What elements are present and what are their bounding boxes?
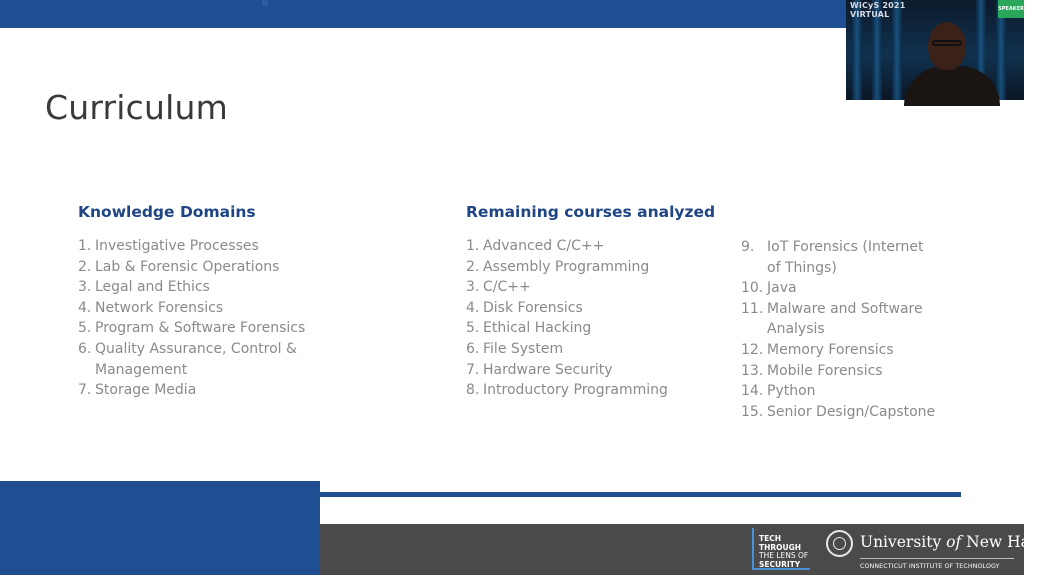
webcam-label-line1: WiCyS 2021	[850, 1, 906, 10]
list-number: 7.	[466, 361, 480, 378]
list-text: Ethical Hacking	[483, 320, 592, 337]
list-item	[466, 236, 726, 257]
list-text: Network Forensics	[95, 299, 224, 316]
list-number: 10.	[741, 280, 764, 297]
knowledge-domains-heading: Knowledge Domains	[78, 203, 256, 221]
list-item	[741, 278, 941, 299]
list-item	[466, 380, 726, 401]
list-text: Hardware Security	[483, 361, 613, 378]
list-text: C/C++	[483, 279, 531, 296]
list-number: 3.	[466, 279, 480, 296]
list-text: Quality Assurance, Control & Management	[95, 340, 297, 378]
tagline-logo	[752, 528, 810, 570]
list-text: Lab & Forensic Operations	[95, 258, 280, 275]
slide-title: Curriculum	[45, 88, 228, 127]
footer-blue-block	[0, 481, 320, 575]
university-name	[860, 533, 1058, 551]
list-item	[78, 277, 338, 298]
presenter-glasses	[932, 40, 962, 46]
list-item	[741, 237, 941, 278]
university-name-part: University	[860, 533, 947, 551]
list-text: Introductory Programming	[483, 382, 668, 399]
list-item	[741, 402, 941, 423]
list-item	[741, 299, 941, 340]
list-text: Legal and Ethics	[95, 279, 210, 296]
list-item	[466, 277, 726, 298]
list-text: Advanced C/C++	[483, 238, 605, 254]
list-item	[741, 361, 941, 382]
list-number: 6.	[466, 340, 480, 357]
list-number: 1.	[466, 238, 480, 254]
list-item	[78, 339, 338, 380]
list-text: Disk Forensics	[483, 299, 583, 316]
list-number: 3.	[78, 279, 92, 296]
list-item	[466, 339, 726, 360]
presenter-head	[928, 22, 966, 70]
list-number: 13.	[741, 362, 764, 379]
tagline-line3: SECURITY	[759, 559, 801, 569]
tagline-line1: TECH THROUGH	[759, 534, 802, 552]
remaining-courses-list-1	[466, 236, 726, 401]
remaining-courses-heading: Remaining courses analyzed	[466, 203, 716, 221]
remaining-courses-list-2	[741, 237, 941, 422]
list-text: Malware and Software Analysis	[767, 300, 923, 338]
list-text: Java	[767, 280, 797, 297]
list-item	[741, 340, 941, 361]
list-text: IoT Forensics (Internet of Things)	[767, 239, 924, 276]
list-number: 5.	[466, 320, 480, 337]
footer-blue-rule	[320, 492, 961, 497]
knowledge-domains-list	[78, 236, 338, 401]
list-item	[466, 298, 726, 319]
list-item	[466, 360, 726, 381]
list-number: 2.	[466, 258, 480, 275]
list-item	[466, 318, 726, 339]
list-text: Python	[767, 383, 816, 400]
list-item	[78, 298, 338, 319]
university-divider	[860, 558, 1014, 559]
university-name-part: New Haven	[961, 533, 1058, 551]
list-number: 11.	[741, 300, 764, 317]
webcam-event-label	[850, 1, 905, 19]
list-item	[741, 381, 941, 402]
list-number: 7.	[78, 382, 92, 399]
webcam-feed[interactable]	[846, 0, 1024, 100]
list-number: 6.	[78, 340, 92, 357]
list-number: 5.	[78, 320, 92, 337]
list-text: Senior Design/Capstone	[767, 403, 936, 420]
list-text: Memory Forensics	[767, 341, 894, 358]
list-text: Assembly Programming	[483, 258, 650, 275]
list-number: 14.	[741, 383, 764, 400]
list-number: 2.	[78, 258, 92, 275]
webcam-label-line2: VIRTUAL	[850, 10, 890, 19]
list-number: 12.	[741, 341, 764, 358]
webcam-badge: SPEAKER	[998, 0, 1024, 18]
list-item	[466, 257, 726, 278]
tagline-line2: THE LENS OF	[759, 551, 809, 560]
university-name-part: of	[946, 533, 962, 551]
list-number: 4.	[78, 299, 92, 316]
list-number: 15.	[741, 403, 764, 420]
list-item	[78, 318, 338, 339]
list-number: 9.	[741, 239, 755, 255]
list-number: 8.	[466, 382, 480, 399]
list-text: Mobile Forensics	[767, 362, 883, 379]
list-number: 1.	[78, 238, 92, 254]
list-text: Investigative Processes	[95, 238, 259, 254]
list-number: 4.	[466, 299, 480, 316]
list-item	[78, 380, 338, 401]
university-subtitle: CONNECTICUT INSTITUTE OF TECHNOLOGY	[860, 563, 1000, 570]
banner-mark	[262, 0, 268, 6]
list-text: File System	[483, 340, 564, 357]
university-seal-icon	[826, 530, 853, 557]
list-text: Storage Media	[95, 382, 197, 399]
list-item	[78, 236, 338, 257]
list-item	[78, 257, 338, 278]
list-text: Program & Software Forensics	[95, 320, 306, 337]
